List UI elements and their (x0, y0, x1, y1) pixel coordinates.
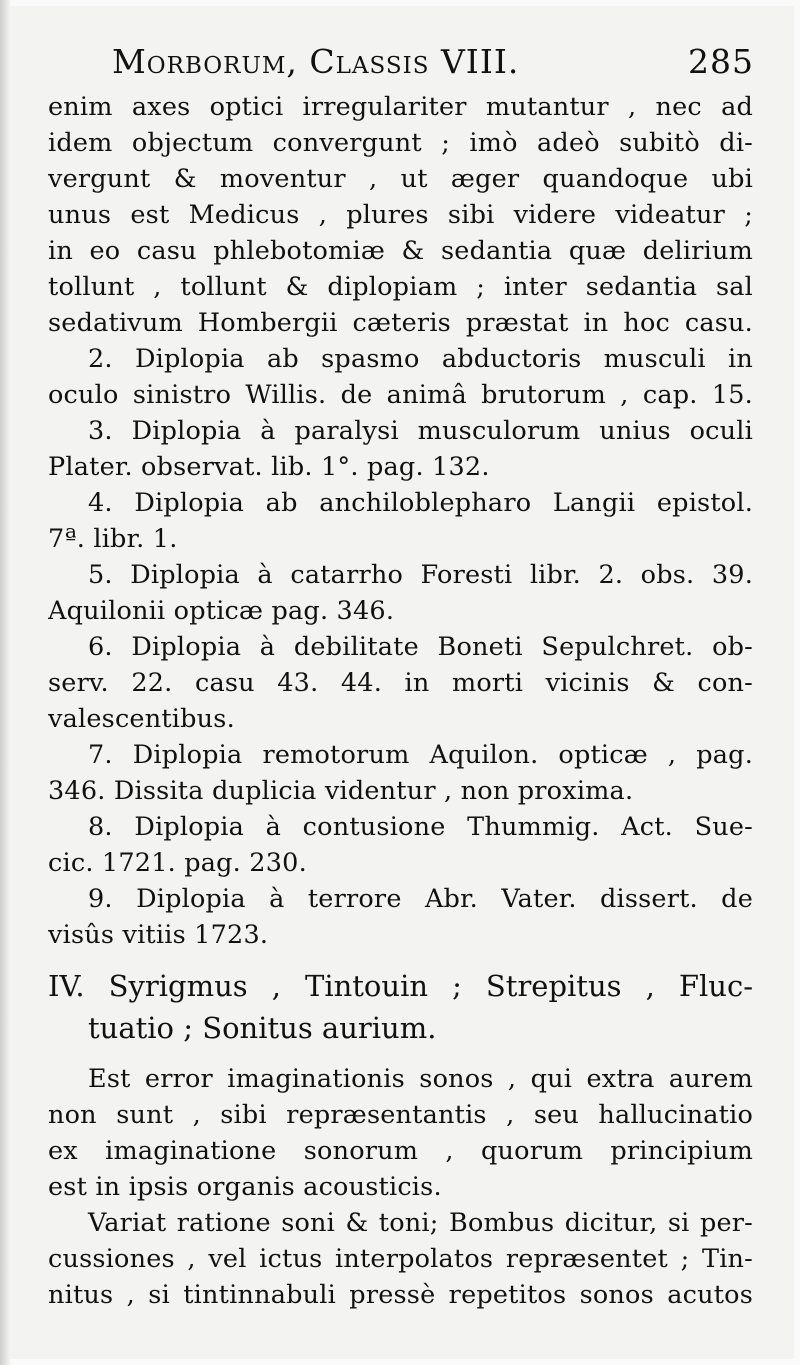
section-gap (48, 1049, 753, 1061)
species-line: 5. Diplopia à catarrho Foresti libr. 2. obs. 39. (88, 560, 753, 590)
species-line: valescentibus. (48, 704, 235, 734)
text-line: sedativum Hombergii cæteris præstat in hoc casu. (48, 308, 753, 338)
species-line: 7. Diplopia remotorum Aquilon. opticæ , pag. (88, 740, 753, 770)
species-line: serv. 22. casu 43. 44. in morti vicinis & con- (48, 668, 753, 698)
paragraph-line: ex imaginatione sonorum , quorum principium (48, 1136, 753, 1166)
species-line: 6. Diplopia à debilitate Boneti Sepulchret. ob- (88, 632, 753, 662)
species-line: Plater. observat. lib. 1°. pag. 132. (48, 452, 490, 482)
species-line: visûs vitiis 1723. (48, 920, 269, 950)
section-heading: tuatio ; Sonitus aurium. (88, 1011, 437, 1045)
page-gutter-shadow (0, 0, 10, 1365)
species-line: oculo sinistro Willis. de animâ brutorum , cap. 15. (48, 380, 753, 410)
running-header (112, 42, 772, 84)
text-line: vergunt & moventur , ut æger quandoque ubi (48, 164, 753, 194)
paragraph-line: Est error imaginationis sonos , qui extra aurem (88, 1064, 753, 1094)
text-line: tollunt , tollunt & diplopiam ; inter sedantia sal (48, 272, 753, 302)
text-line: idem objectum convergunt ; imò adeò subitò di- (48, 128, 753, 158)
paragraph-line: est in ipsis organis acousticis. (48, 1172, 442, 1202)
paragraph-line: Variat ratione soni & toni; Bombus dicitur, si per- (88, 1208, 753, 1238)
section-gap (48, 953, 753, 965)
running-title: Morborum, Classis VIII. (112, 42, 520, 81)
paragraph-line: nitus , si tintinnabuli pressè repetitos sonos acutos (48, 1280, 753, 1310)
species-line: Aquilonii opticæ pag. 346. (48, 596, 395, 626)
page-body (48, 89, 753, 1313)
paragraph-line: cussiones , vel ictus interpolatos repræsentet ; Tin- (48, 1244, 753, 1274)
species-line: 2. Diplopia ab spasmo abductoris musculi in (88, 344, 753, 374)
paragraph-line: non sunt , sibi repræsentantis , seu hallucinatio (48, 1100, 753, 1130)
text-line: in eo casu phlebotomiæ & sedantia quæ delirium (48, 236, 753, 266)
text-line: enim axes optici irregulariter mutantur , nec ad (48, 92, 753, 122)
page-number: 285 (688, 42, 754, 81)
species-line: 4. Diplopia ab anchiloblepharo Langii epistol. (88, 488, 753, 518)
text-line: unus est Medicus , plures sibi videre videatur ; (48, 200, 753, 230)
section-heading: IV. Syrigmus , Tintouin ; Strepitus , Fluc- (48, 969, 753, 1003)
species-line: 8. Diplopia à contusione Thummig. Act. Sue- (88, 812, 753, 842)
species-line: 7ª. libr. 1. (48, 524, 178, 554)
species-line: 9. Diplopia à terrore Abr. Vater. dissert. de (88, 884, 753, 914)
species-line: 346. Dissita duplicia videntur , non proxima. (48, 776, 634, 806)
species-line: cic. 1721. pag. 230. (48, 848, 307, 878)
species-line: 3. Diplopia à paralysi musculorum unius oculi (88, 416, 753, 446)
